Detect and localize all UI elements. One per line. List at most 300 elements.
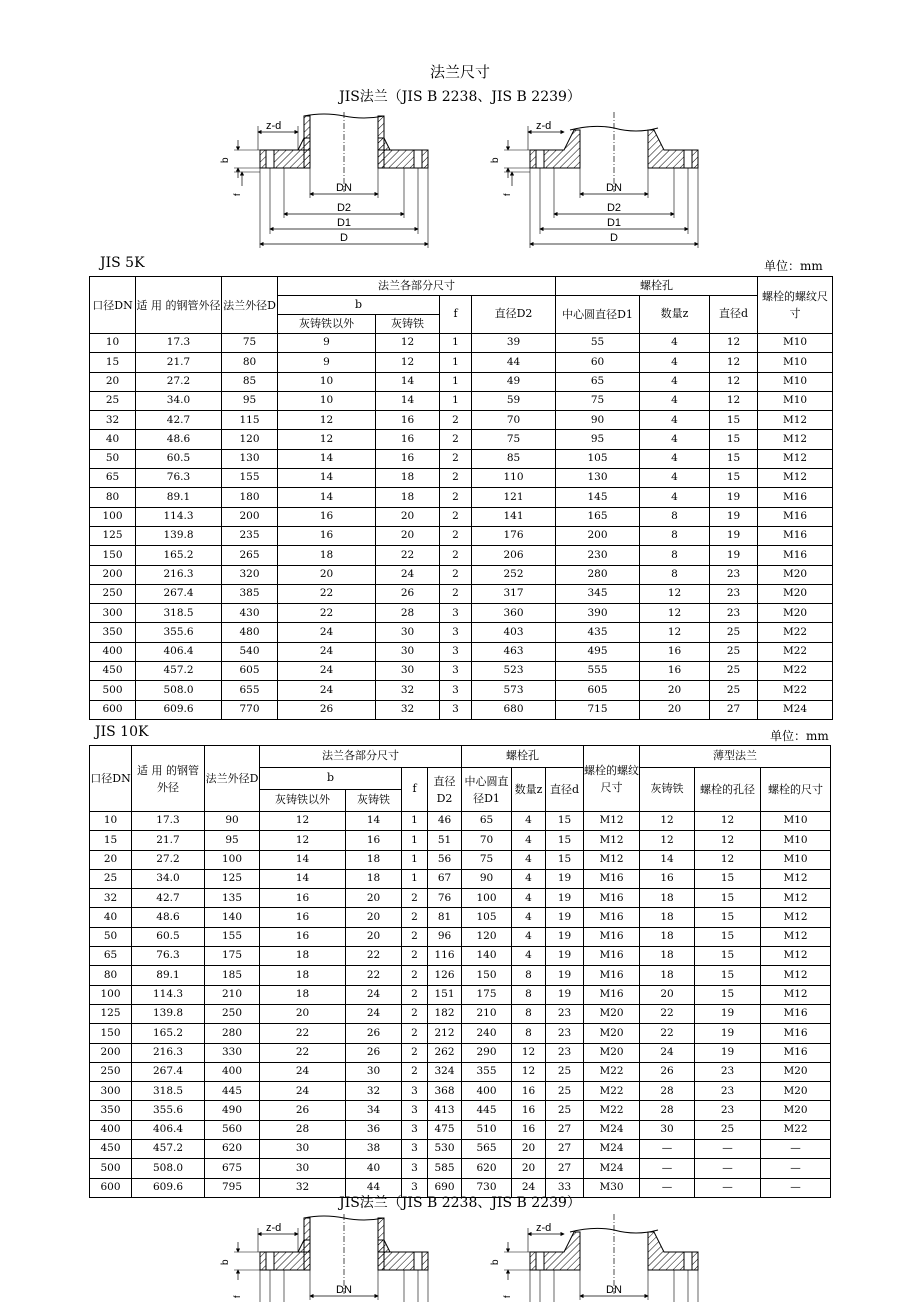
table-cell: M12 [761,908,831,927]
table-cell: 210 [462,1004,512,1023]
table-cell: 12 [278,411,376,430]
header-parts: 法兰各部分尺寸 [278,277,556,296]
subtitle: JIS法兰（JIS B 2238、JIS B 2239） [339,89,581,105]
table-cell: 4 [640,411,710,430]
table-row [90,546,833,565]
table-cell: 24 [512,1178,546,1197]
table-cell: 34.0 [136,391,222,410]
table-cell: 265 [222,546,278,565]
table-cell: 15 [710,449,758,468]
table-cell: 565 [462,1140,512,1159]
table-cell: 18 [376,488,440,507]
table-cell: 34.0 [132,869,205,888]
table-cell: 350 [90,1101,132,1120]
table-cell: 12 [695,831,761,850]
table-cell: 2 [402,908,428,927]
table-cell: 140 [462,947,512,966]
table-cell: — [640,1140,695,1159]
table-cell: 19 [546,908,584,927]
table-cell: 34 [346,1101,402,1120]
table-cell: 620 [462,1159,512,1178]
table-cell: 67 [428,869,462,888]
table-cell: 75 [462,850,512,869]
table-cell: 22 [346,947,402,966]
table-cell: 25 [710,662,758,681]
table-cell: 23 [710,604,758,623]
table-cell: 4 [512,831,546,850]
table-cell: 18 [260,985,346,1004]
table-cell: 27 [546,1140,584,1159]
table-row [90,1062,831,1081]
table-cell: 22 [376,546,440,565]
table-cell: 32 [376,700,440,719]
table-cell: 76.3 [136,469,222,488]
table-cell: 180 [222,488,278,507]
table-cell: 400 [90,1120,132,1139]
table-cell: 14 [346,812,402,831]
table-cell: 290 [462,1043,512,1062]
table-cell: 20 [346,908,402,927]
table-cell: 12 [695,812,761,831]
table-cell: 151 [428,985,462,1004]
header-b-non-cast: 灰铸铁以外 [260,790,346,812]
table-cell: M16 [584,966,640,985]
table-cell: 12 [512,1043,546,1062]
table-row [90,985,831,1004]
table-cell: 3 [440,623,472,642]
table-cell: 20 [512,1159,546,1178]
jis-5k-table [89,276,833,720]
table-cell: M10 [761,812,831,831]
table-cell: 20 [640,700,710,719]
table-row [90,391,833,410]
table-cell: 12 [640,604,710,623]
header-thin-hole: 螺栓的孔径 [695,768,761,812]
table-cell: M16 [761,1024,831,1043]
weld-neck-flange-figure [490,110,710,256]
table-cell: 25 [710,681,758,700]
table-cell: 48.6 [132,908,205,927]
table-cell: 25 [710,642,758,661]
table-row [90,449,833,468]
table-cell: 18 [376,469,440,488]
table-cell: 2 [440,469,472,488]
table-cell: M20 [761,1062,831,1081]
table-cell: 116 [428,947,462,966]
jis-10k-table [89,745,831,1198]
table-cell: 16 [260,889,346,908]
table-cell: 3 [402,1082,428,1101]
table-cell: — [761,1140,831,1159]
table-cell: 23 [710,584,758,603]
table-cell: 385 [222,584,278,603]
table-cell: 490 [205,1101,260,1120]
table-cell: 12 [710,353,758,372]
table-cell: 355 [462,1062,512,1081]
table-cell: 22 [278,604,376,623]
header-thin-size: 螺栓的尺寸 [761,768,831,812]
table-cell: M22 [758,662,833,681]
table-cell: 89.1 [132,966,205,985]
table-cell: M10 [758,372,833,391]
table-row [90,681,833,700]
header-thin-gray: 灰铸铁 [640,768,695,812]
table-cell: M20 [584,1043,640,1062]
table-cell: 18 [640,927,695,946]
table-cell: 19 [710,507,758,526]
header-d2: 直径D2 [428,768,462,812]
table-cell: 1 [440,372,472,391]
table-cell: 18 [640,966,695,985]
table-cell: 3 [402,1178,428,1197]
table-cell: 620 [205,1140,260,1159]
table-cell: 27.2 [132,850,205,869]
table-cell: 267.4 [136,584,222,603]
table-cell: 14 [278,469,376,488]
table-cell: 15 [695,869,761,888]
table-cell: 24 [346,1004,402,1023]
table-cell: 4 [512,869,546,888]
header-dn: 口径DN [90,746,132,812]
table-cell: 530 [428,1140,462,1159]
table-cell: 12 [376,353,440,372]
table-cell: 105 [462,908,512,927]
table-row [90,642,833,661]
svg-text:b: b [490,157,501,163]
table-cell: 182 [428,1004,462,1023]
table-cell: 150 [90,1024,132,1043]
table-cell: 51 [428,831,462,850]
svg-text:D2: D2 [606,202,622,214]
table-cell: 76 [428,889,462,908]
table-cell: 75 [472,430,556,449]
table-cell: 510 [462,1120,512,1139]
table-row [90,1120,831,1139]
table-cell: M16 [584,947,640,966]
table-cell: 100 [462,889,512,908]
header-flange-od: 法兰外径D [205,746,260,812]
table-cell: 130 [556,469,640,488]
svg-text:DN: DN [606,182,622,194]
table-cell: M22 [584,1062,640,1081]
table-cell: 150 [462,966,512,985]
section-label-5k: JIS 5K [100,255,145,271]
table-cell: 114.3 [132,985,205,1004]
table-row [90,869,831,888]
table-row [90,1043,831,1062]
table-cell: 4 [512,927,546,946]
table-cell: 30 [640,1120,695,1139]
table-cell: 730 [462,1178,512,1197]
svg-text:z-d: z-d [266,1222,282,1234]
table-cell: M16 [584,908,640,927]
table-cell: 28 [376,604,440,623]
table-cell: 25 [546,1062,584,1081]
table-cell: 2 [440,430,472,449]
table-cell: M22 [758,681,833,700]
table-cell: 76.3 [132,947,205,966]
table-cell: — [640,1178,695,1197]
table-cell: 250 [90,1062,132,1081]
table-row [90,372,833,391]
table-cell: 15 [695,908,761,927]
table-cell: 30 [376,642,440,661]
table-row [90,1082,831,1101]
table-cell: M16 [761,1043,831,1062]
table-row [90,947,831,966]
table-cell: 680 [472,700,556,719]
header-pipe-od: 适 用 的钢管外径 [132,746,205,812]
header-pipe-od: 适 用 的钢管外径 [136,277,222,334]
table-cell: M12 [761,869,831,888]
table-cell: M24 [584,1159,640,1178]
table-cell: 585 [428,1159,462,1178]
table-cell: 14 [260,850,346,869]
table-cell: 18 [346,869,402,888]
table-cell: 18 [346,850,402,869]
header-thread: 螺栓的螺纹尺寸 [758,277,833,334]
table-cell: 12 [640,623,710,642]
table-cell: 20 [260,1004,346,1023]
table-cell: 16 [278,526,376,545]
table-cell: 50 [90,927,132,946]
table-cell: 15 [546,812,584,831]
table-cell: 19 [710,488,758,507]
table-cell: 2 [402,1043,428,1062]
table-cell: 12 [640,831,695,850]
table-cell: 14 [260,869,346,888]
table-cell: 18 [640,947,695,966]
table-row [90,604,833,623]
table-cell: 44 [472,353,556,372]
table-cell: 32 [260,1178,346,1197]
header-z: 数量z [512,768,546,812]
table-cell: 30 [376,623,440,642]
table-row [90,584,833,603]
table-cell: M12 [761,889,831,908]
table-cell: 252 [472,565,556,584]
table-cell: 125 [205,869,260,888]
table-cell: M16 [584,985,640,1004]
table-cell: 445 [205,1082,260,1101]
table-cell: 3 [440,681,472,700]
table-cell: M10 [761,831,831,850]
table-cell: 560 [205,1120,260,1139]
table-cell: M22 [758,642,833,661]
table-cell: 126 [428,966,462,985]
header-thin-flange: 薄型法兰 [640,746,831,768]
table-cell: 95 [556,430,640,449]
table-cell: 90 [556,411,640,430]
table-cell: 175 [205,947,260,966]
table-cell: 141 [472,507,556,526]
table-cell: 2 [402,1004,428,1023]
table-cell: 24 [640,1043,695,1062]
svg-text:b: b [490,1259,501,1265]
table-cell: 3 [402,1159,428,1178]
table-cell: 3 [440,662,472,681]
table-cell: 403 [472,623,556,642]
table-cell: 523 [472,662,556,681]
table-cell: 16 [346,831,402,850]
table-row [90,1159,831,1178]
header-d: 直径d [546,768,584,812]
table-cell: 30 [346,1062,402,1081]
table-cell: M12 [758,449,833,468]
table-cell: 60.5 [136,449,222,468]
table-row [90,889,831,908]
table-cell: 9 [278,334,376,353]
table-cell: 609.6 [136,700,222,719]
table-cell: 2 [440,565,472,584]
svg-text:z-d: z-d [536,120,552,132]
table-cell: 457.2 [132,1140,205,1159]
table-cell: 1 [440,391,472,410]
table-cell: 18 [640,908,695,927]
table-cell: 27 [546,1120,584,1139]
table-cell: 1 [402,831,428,850]
table-cell: 27 [546,1159,584,1178]
table-cell: 19 [710,526,758,545]
table-cell: 2 [440,411,472,430]
table-cell: 1 [402,850,428,869]
table-cell: 165.2 [136,546,222,565]
table-cell: 15 [695,947,761,966]
table-cell: 1 [440,353,472,372]
table-cell: 42.7 [136,411,222,430]
table-cell: 18 [260,947,346,966]
table-cell: 480 [222,623,278,642]
table-cell: 262 [428,1043,462,1062]
table-cell: 15 [695,889,761,908]
table-cell: 22 [260,1024,346,1043]
table-cell: 175 [462,985,512,1004]
table-cell: 16 [376,411,440,430]
table-cell: 165 [556,507,640,526]
table-cell: 20 [512,1140,546,1159]
table-cell: 609.6 [132,1178,205,1197]
header-dn: 口径DN [90,277,136,334]
table-cell: 40 [90,908,132,927]
table-cell: 15 [695,966,761,985]
table-cell: 30 [260,1140,346,1159]
table-cell: 605 [556,681,640,700]
table-cell: 25 [546,1082,584,1101]
table-cell: 70 [472,411,556,430]
header-d1: 中心圆直径D1 [462,768,512,812]
table-cell: 8 [640,565,710,584]
table-cell: 16 [260,908,346,927]
table-cell: M12 [761,966,831,985]
table-cell: M10 [758,334,833,353]
table-cell: M20 [761,1101,831,1120]
label-d2: D2 [336,202,352,214]
header-b-cast: 灰铸铁 [346,790,402,812]
table-row [90,812,831,831]
header-b: b [260,768,402,790]
table-cell: M16 [758,526,833,545]
table-cell: 655 [222,681,278,700]
table-cell: 22 [640,1004,695,1023]
table-cell: 38 [346,1140,402,1159]
table-cell: M20 [761,1082,831,1101]
table-cell: 19 [546,947,584,966]
table-cell: M12 [761,947,831,966]
table-cell: 32 [90,411,136,430]
table-cell: 368 [428,1082,462,1101]
header-d2: 直径D2 [472,296,556,334]
table-cell: 20 [90,372,136,391]
table-cell: 28 [640,1101,695,1120]
header-thread: 螺栓的螺纹尺寸 [584,746,640,812]
table-cell: 475 [428,1120,462,1139]
table-cell: 3 [402,1120,428,1139]
table-cell: 150 [90,546,136,565]
table-cell: 12 [710,372,758,391]
table-row [90,353,833,372]
table-cell: 3 [440,700,472,719]
table-cell: 4 [512,812,546,831]
table-cell: 28 [640,1082,695,1101]
table-cell: 176 [472,526,556,545]
table-cell: 17.3 [136,334,222,353]
table-cell: 210 [205,985,260,1004]
table-cell: M20 [758,604,833,623]
table-cell: 40 [346,1159,402,1178]
table-cell: 25 [710,623,758,642]
table-cell: M16 [584,869,640,888]
table-cell: 24 [278,681,376,700]
table-row [90,411,833,430]
table-cell: 85 [472,449,556,468]
table-cell: 2 [402,889,428,908]
table-cell: 406.4 [136,642,222,661]
table-cell: 15 [546,831,584,850]
table-cell: M24 [758,700,833,719]
table-cell: 400 [205,1062,260,1081]
table-cell: 44 [346,1178,402,1197]
table-row [90,565,833,584]
table-cell: M16 [584,927,640,946]
table-cell: 42.7 [132,889,205,908]
table-cell: 435 [556,623,640,642]
subtitle-bottom: JIS法兰（JIS B 2238、JIS B 2239） [339,1195,581,1211]
table-cell: 46 [428,812,462,831]
table-cell: 19 [546,966,584,985]
table-cell: 23 [546,1043,584,1062]
table-cell: 12 [278,430,376,449]
table-cell: 19 [546,889,584,908]
table-cell: 2 [402,1024,428,1043]
table-cell: 16 [512,1120,546,1139]
table-cell: 508.0 [136,681,222,700]
table-cell: — [761,1178,831,1197]
table-cell: 22 [278,584,376,603]
table-cell: 15 [546,850,584,869]
table-cell: 508.0 [132,1159,205,1178]
table-cell: 10 [278,391,376,410]
svg-text:DN: DN [336,1284,352,1296]
table-cell: 18 [278,546,376,565]
table-cell: 20 [90,850,132,869]
table-cell: — [695,1178,761,1197]
table-cell: M12 [761,927,831,946]
label-f: f [232,193,242,196]
table-cell: 2 [440,526,472,545]
table-cell: M12 [758,469,833,488]
table-cell: 770 [222,700,278,719]
table-cell: M20 [758,584,833,603]
